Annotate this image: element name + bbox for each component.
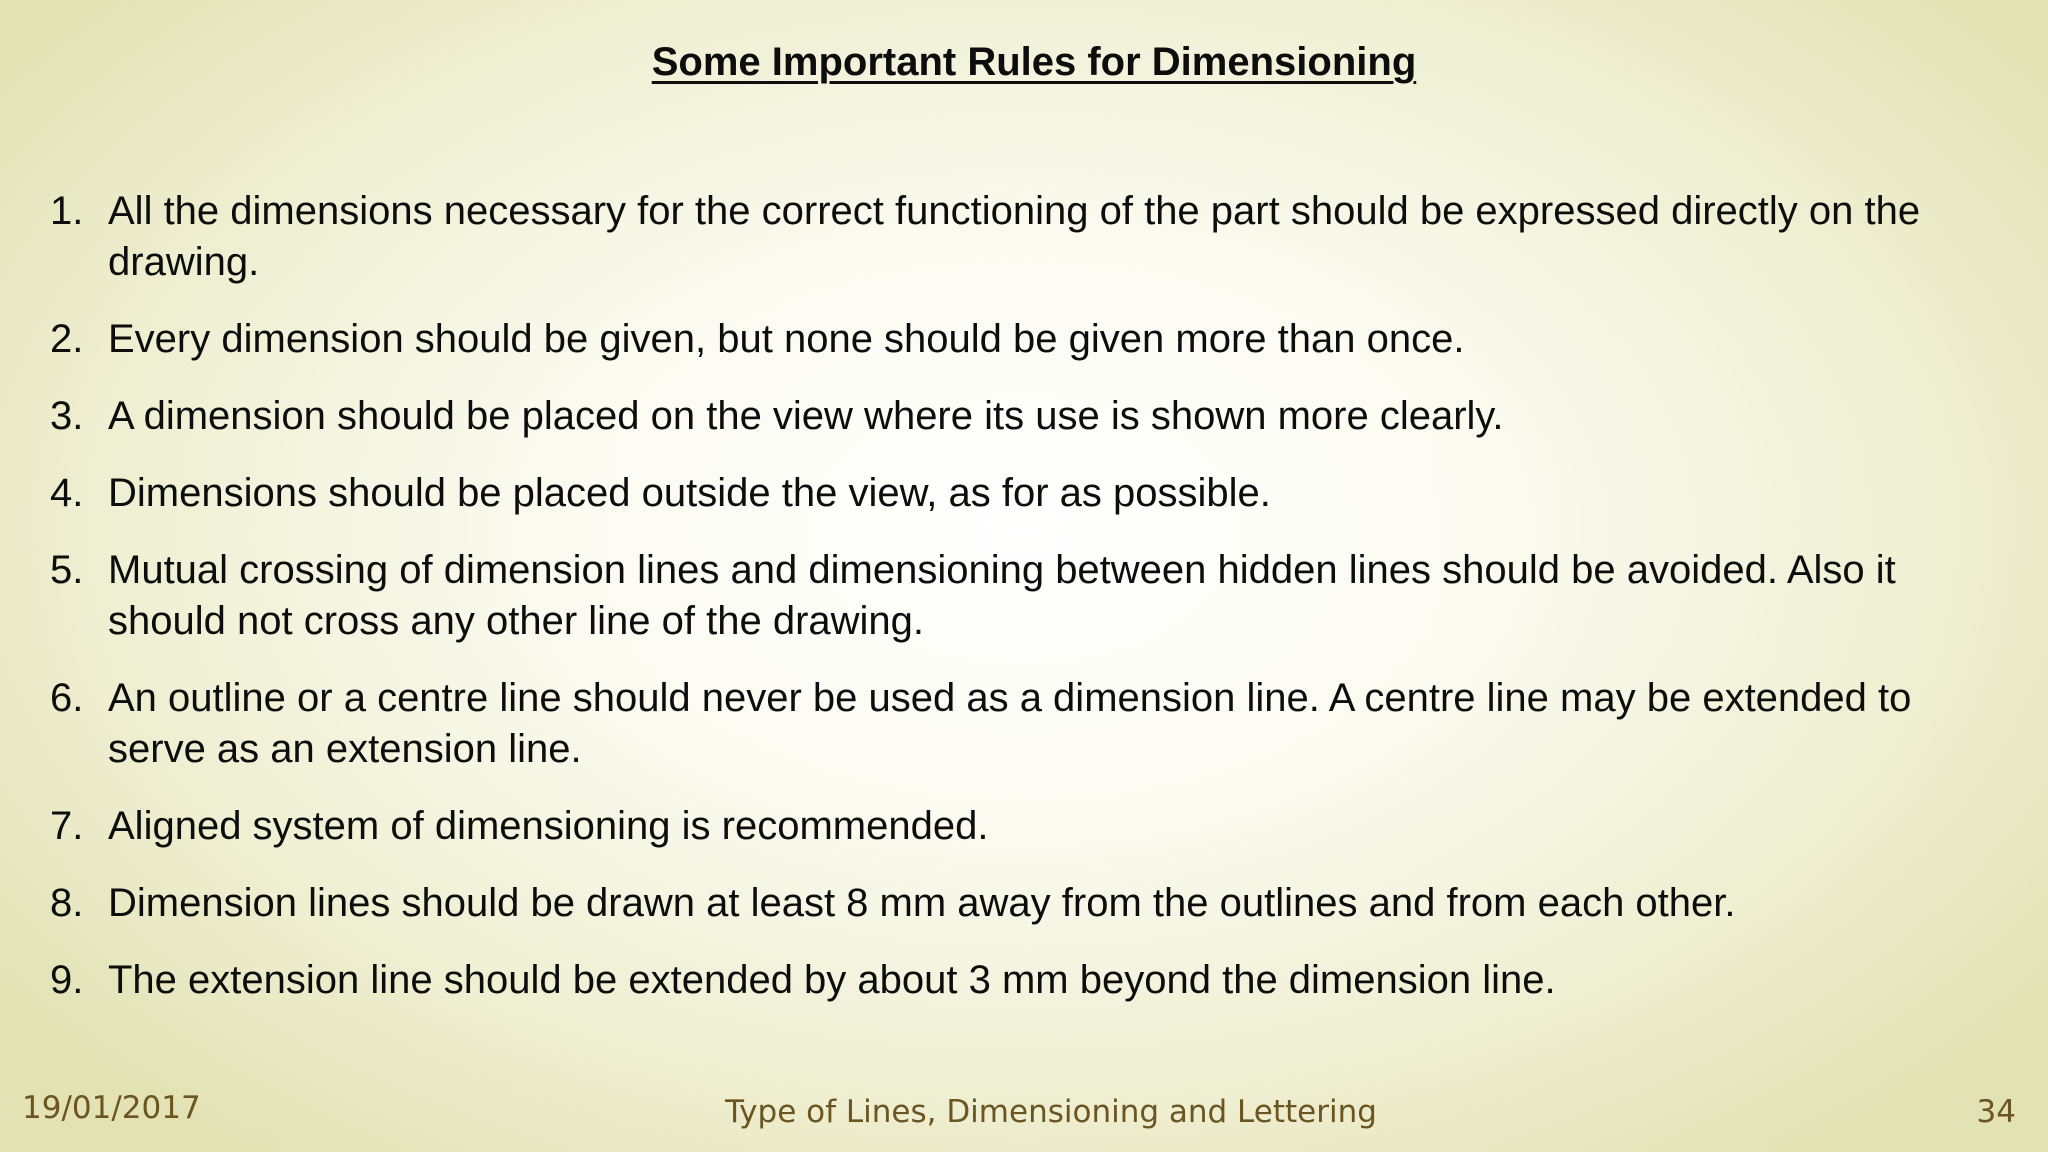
footer-date: 19/01/2017 bbox=[22, 1090, 201, 1126]
rule-number: 4. bbox=[50, 471, 84, 515]
rule-text: All the dimensions necessary for the correct functioning of the part should be expressed directly on the drawing. bbox=[108, 189, 1921, 284]
list-item bbox=[50, 468, 2010, 519]
list-item bbox=[50, 314, 2010, 365]
list-item bbox=[50, 878, 2010, 929]
rule-number: 1. bbox=[50, 189, 84, 233]
rule-text: Mutual crossing of dimension lines and dimensioning between hidden lines should be avoided. Also it should not cross any other line of the drawing. bbox=[108, 548, 1896, 643]
list-item bbox=[50, 545, 2010, 647]
list-item bbox=[50, 801, 2010, 852]
rule-number: 3. bbox=[50, 394, 84, 438]
rule-number: 7. bbox=[50, 804, 84, 848]
rule-text: Aligned system of dimensioning is recommended. bbox=[108, 804, 989, 848]
rule-number: 8. bbox=[50, 881, 84, 925]
rule-number: 9. bbox=[50, 958, 84, 1002]
rules-list bbox=[50, 186, 2010, 1032]
list-item bbox=[50, 955, 2010, 1006]
list-item bbox=[50, 186, 2010, 288]
rule-text: Every dimension should be given, but none should be given more than once. bbox=[108, 317, 1465, 361]
footer-title: Type of Lines, Dimensioning and Lettering bbox=[725, 1094, 1377, 1130]
rule-text: An outline or a centre line should never be used as a dimension line. A centre line may be extended to serve as an extension line. bbox=[108, 676, 1912, 771]
rule-text: Dimensions should be placed outside the view, as for as possible. bbox=[108, 471, 1271, 515]
list-item bbox=[50, 673, 2010, 775]
rule-number: 6. bbox=[50, 676, 84, 720]
slide-title: Some Important Rules for Dimensioning bbox=[651, 40, 1417, 84]
rule-number: 2. bbox=[50, 317, 84, 361]
page-number: 34 bbox=[1976, 1094, 2016, 1130]
rule-text: Dimension lines should be drawn at least 8 mm away from the outlines and from each other. bbox=[108, 881, 1736, 925]
rule-text: A dimension should be placed on the view where its use is shown more clearly. bbox=[108, 394, 1504, 438]
rule-number: 5. bbox=[50, 548, 84, 592]
rule-text: The extension line should be extended by about 3 mm beyond the dimension line. bbox=[108, 958, 1556, 1002]
list-item bbox=[50, 391, 2010, 442]
